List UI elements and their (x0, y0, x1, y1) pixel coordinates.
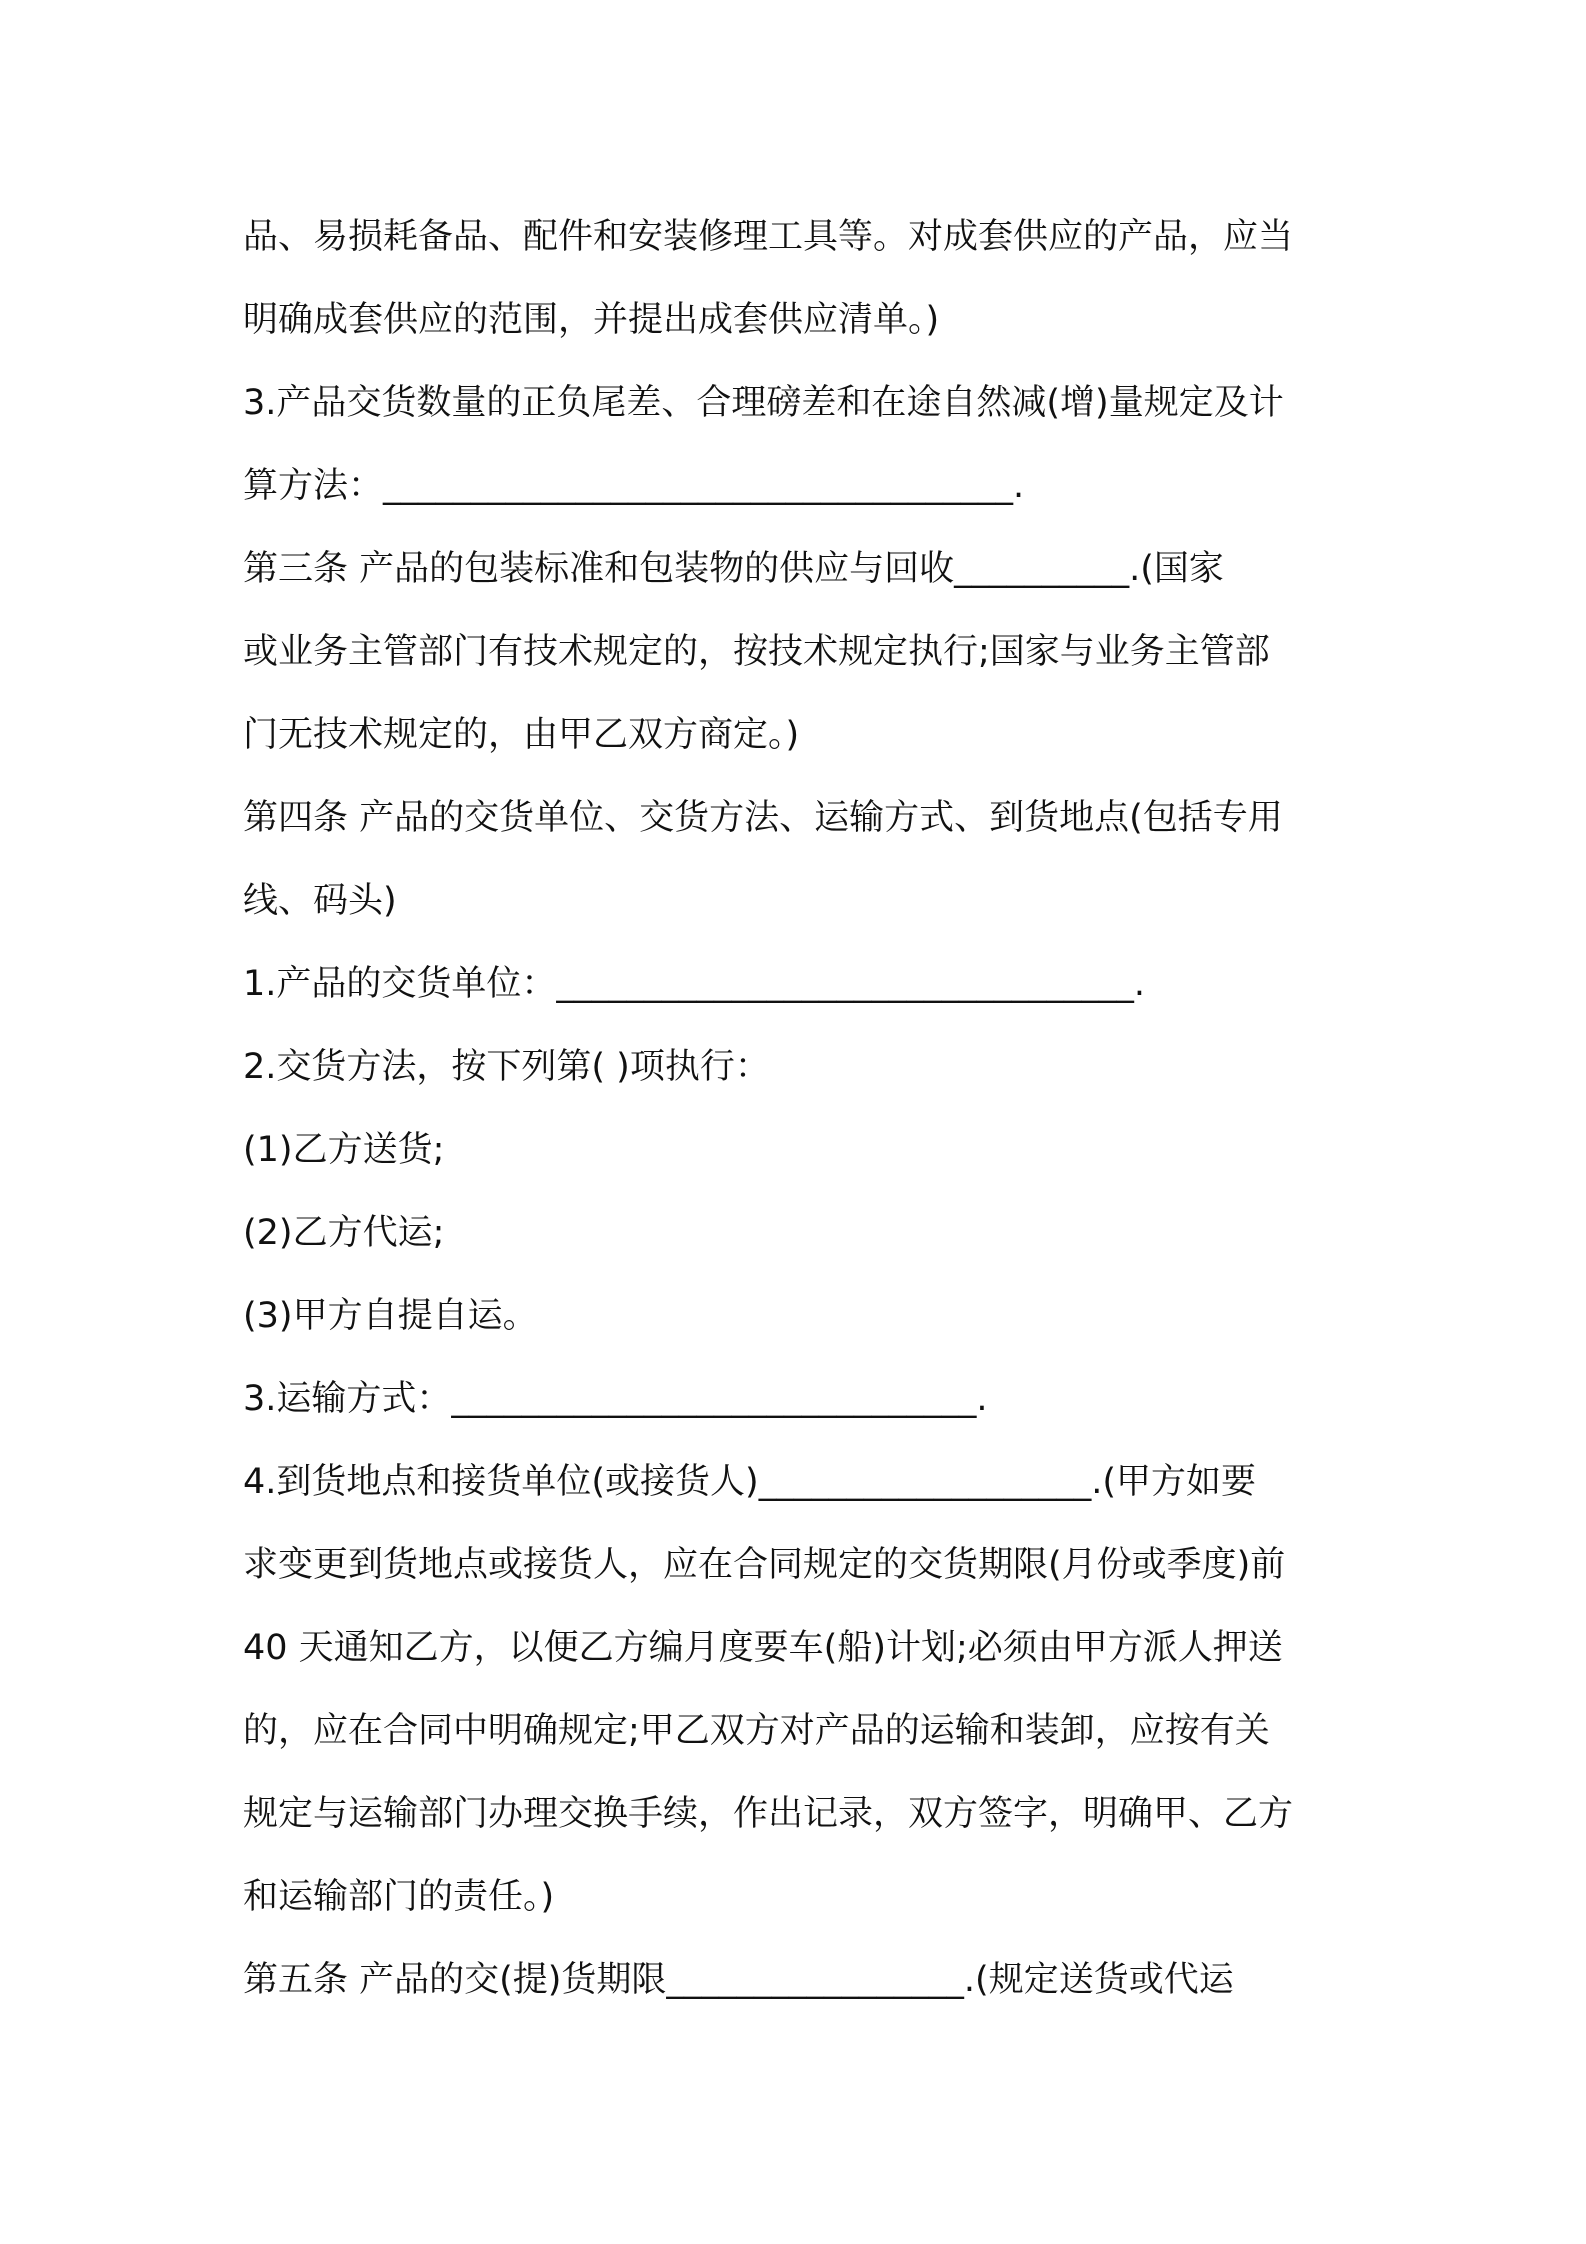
text-line: 3.产品交货数量的正负尾差、合理磅差和在途自然减(增)量规定及计 (243, 383, 1284, 423)
article-heading-3: 第三条 产品的包装标准和包装物的供应与回收__________.(国家 (243, 549, 1224, 589)
text-line: 线、码头) (243, 881, 397, 921)
list-item: (3)甲方自提自运。 (243, 1296, 538, 1336)
text-line: 的，应在合同中明确规定;甲乙双方对产品的运输和装卸，应按有关 (243, 1711, 1270, 1751)
article-heading-4: 第四条 产品的交货单位、交货方法、运输方式、到货地点(包括专用 (243, 798, 1283, 838)
text-line: 1.产品的交货单位：_________________________________. (243, 964, 1146, 1004)
text-line: 40 天通知乙方，以便乙方编月度要车(船)计划;必须由甲方派人押送 (243, 1628, 1283, 1668)
document-body (243, 196, 1353, 2022)
text-line: 门无技术规定的，由甲乙双方商定。) (243, 715, 800, 755)
text-line: 4.到货地点和接货单位(或接货人)___________________.(甲方如要 (243, 1462, 1256, 1502)
text-line: 或业务主管部门有技术规定的，按技术规定执行;国家与业务主管部 (243, 632, 1270, 672)
list-item: (2)乙方代运; (243, 1213, 445, 1253)
text-line: 2.交货方法，按下列第( )项执行： (243, 1047, 770, 1087)
list-item: (1)乙方送货; (243, 1130, 445, 1170)
text-line: 明确成套供应的范围，并提出成套供应清单。) (243, 300, 940, 340)
text-line: 求变更到货地点或接货人，应在合同规定的交货期限(月份或季度)前 (243, 1545, 1286, 1585)
text-line: 规定与运输部门办理交换手续，作出记录，双方签字，明确甲、乙方 (243, 1794, 1294, 1834)
text-line: 算方法：____________________________________. (243, 466, 1025, 506)
article-heading-5: 第五条 产品的交(提)货期限_________________.(规定送货或代运 (243, 1960, 1234, 2000)
text-line: 品、易损耗备品、配件和安装修理工具等。对成套供应的产品，应当 (243, 217, 1294, 257)
text-line: 3.运输方式：______________________________. (243, 1379, 988, 1419)
text-line: 和运输部门的责任。) (243, 1877, 555, 1917)
